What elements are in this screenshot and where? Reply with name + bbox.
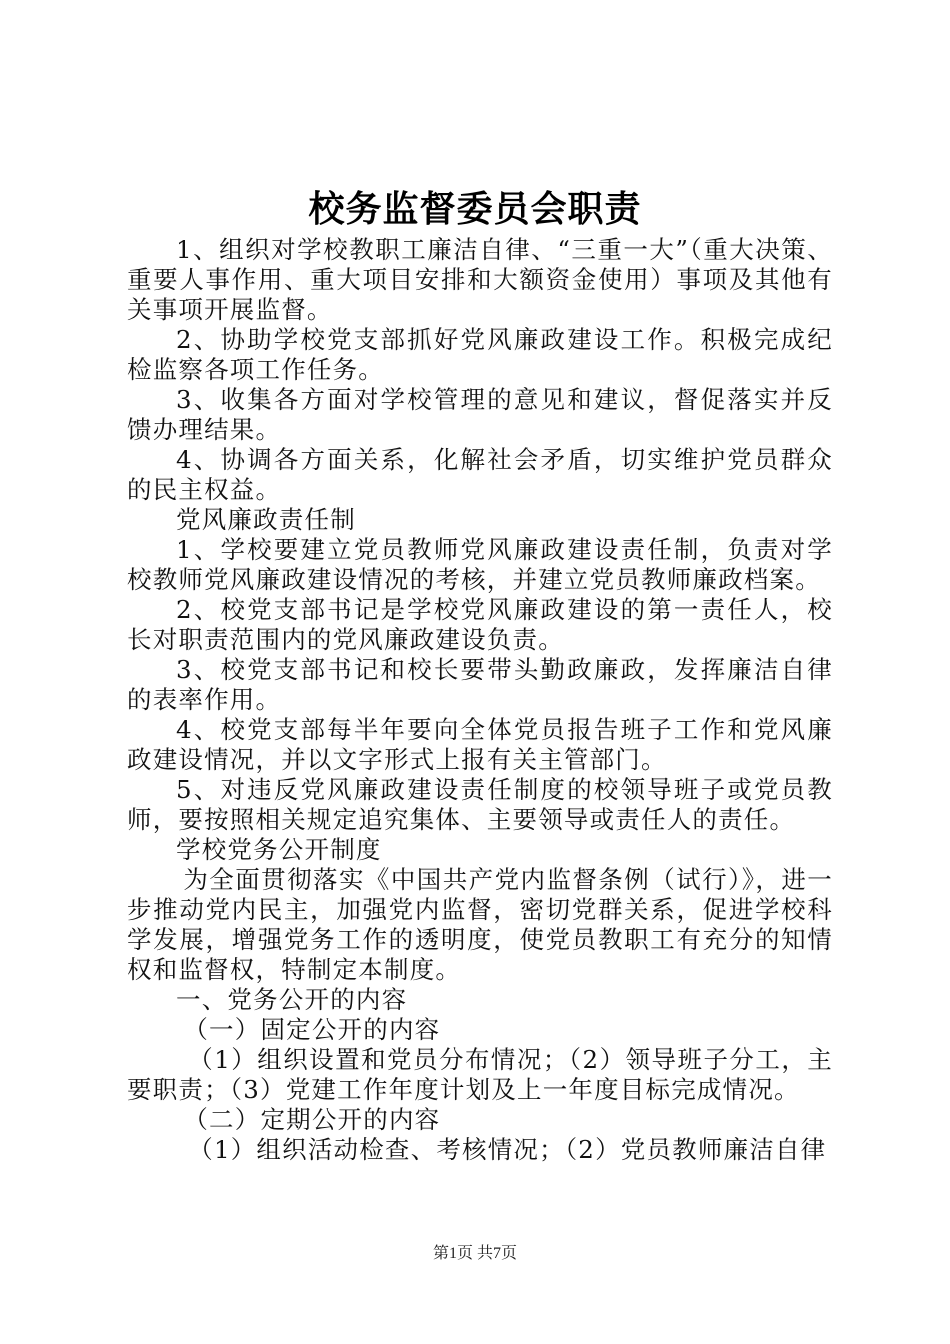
document-title: 校务监督委员会职责 — [308, 188, 642, 230]
paragraph-duty-3: 3、收集各方面对学校管理的意见和建议，督促落实并反馈办理结果。 — [127, 385, 833, 444]
page-number-label: 第1页 共7页 — [432, 1245, 517, 1262]
section-heading-responsibility: 党风廉政责任制 — [176, 505, 356, 534]
page-number-footer — [0, 1244, 950, 1264]
subheading-disclosure-content: 一、党务公开的内容 — [176, 985, 408, 1014]
paragraph-responsibility-5: 5、对违反党风廉政建设责任制度的校领导班子或党员教师，要按照相关规定追究集体、主要领导或责任人的责任。 — [127, 775, 833, 834]
paragraph-responsibility-1: 1、学校要建立党员教师党风廉政建设责任制，负责对学校教师党风廉政建设情况的考核，并建立党员教师廉政档案。 — [127, 535, 833, 594]
subheading-periodic-content: （二）定期公开的内容 — [183, 1105, 441, 1134]
paragraph-duty-2: 2、协助学校党支部抓好党风廉政建设工作。积极完成纪检监察各项工作任务。 — [127, 325, 833, 384]
paragraph-responsibility-3: 3、校党支部书记和校长要带头勤政廉政，发挥廉洁自律的表率作用。 — [127, 655, 833, 714]
paragraph-duty-1: 1、组织对学校教职工廉洁自律、“三重一大”（重大决策、重要人事作用、重大项目安排和大额资金使用）事项及其他有关事项开展监督。 — [127, 235, 833, 324]
paragraph-responsibility-2: 2、校党支部书记是学校党风廉政建设的第一责任人，校长对职责范围内的党风廉政建设负责。 — [127, 595, 833, 654]
paragraph-responsibility-4: 4、校党支部每半年要向全体党员报告班子工作和党风廉政建设情况，并以文字形式上报有关主管部门。 — [127, 715, 833, 774]
paragraph-periodic-items: （1）组织活动检查、考核情况；（2）党员教师廉洁自律 — [188, 1135, 827, 1164]
subheading-fixed-content: （一）固定公开的内容 — [183, 1015, 441, 1044]
section-heading-disclosure: 学校党务公开制度 — [176, 835, 382, 864]
document-body — [127, 235, 833, 1165]
paragraph-duty-4: 4、协调各方面关系，化解社会矛盾，切实维护党员群众的民主权益。 — [127, 445, 833, 504]
paragraph-fixed-items: （1）组织设置和党员分布情况；（2）领导班子分工，主要职责；（3）党建工作年度计划及上一年度目标完成情况。 — [127, 1045, 833, 1104]
paragraph-disclosure-intro: 为全面贯彻落实《中国共产党内监督条例（试行）》，进一步推动党内民主，加强党内监督，密切党群关系，促进学校科学发展，增强党务工作的透明度，使党员教职工有充分的知情权和监督权，特制定本制度。 — [127, 865, 833, 984]
